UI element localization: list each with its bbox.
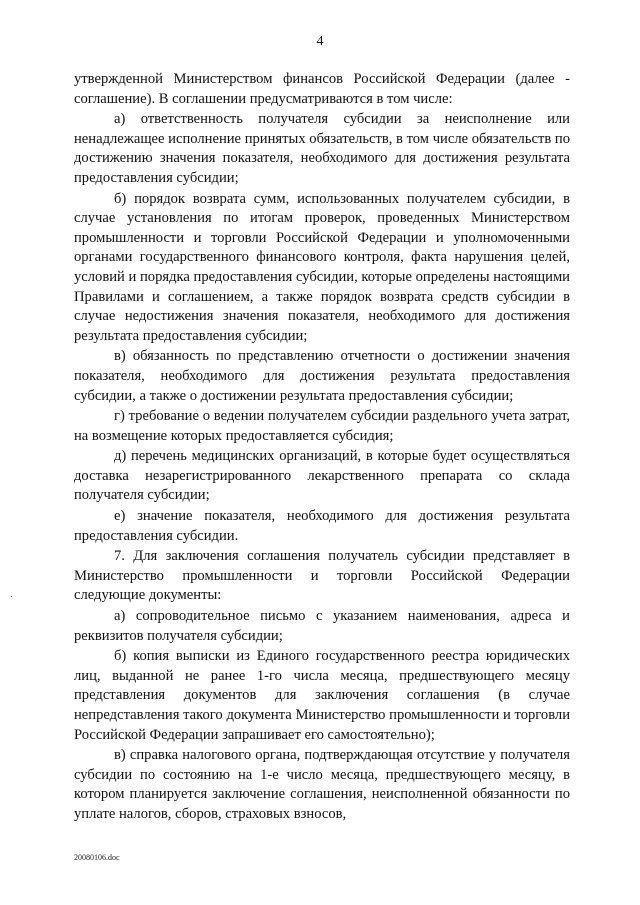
paragraph-section-7: 7. Для заключения соглашения получатель субсидии представляет в Министерство промышленности и торговли Российской Федерации следующие документы:	[74, 548, 570, 604]
margin-mark	[11, 596, 12, 597]
paragraph-doc-v-tax-certificate: в) справка налогового органа, подтверждающая отсутствие у получателя субсидии по состоянию на 1-е число месяца, предшествующего месяцу, в котором планируется заключение соглашения, неисполненной обязанности по уплате налогов, сборов, страховых взносов,	[74, 747, 570, 822]
paragraph-doc-b-registry-extract: б) копия выписки из Единого государственного реестра юридических лиц, выданной не ранее 1-го числа месяца, предшествующего месяцу представления документов для заключения соглашения (в случае непредставления такого документа Министерство промышленности и торговли Российской Федерации запрашивает его самостоятельно);	[74, 648, 570, 743]
paragraph-item-d-medical-organizations: д) перечень медицинских организаций, в которые будет осуществляться доставка незарегистрированного лекарственного препарата со склада получателя субсидии;	[74, 448, 570, 504]
paragraph-item-v-reporting: в) обязанность по представлению отчетности о достижении значения показателя, необходимого для достижения результата предоставления субсидии, а также о достижении результата предоставления субсидии;	[74, 348, 570, 404]
paragraph-agreement-intro: утвержденной Министерством финансов Российской Федерации (далее - соглашение). В соглашении предусматриваются в том числе:	[74, 71, 570, 107]
paragraph-doc-a-cover-letter: а) сопроводительное письмо с указанием наименования, адреса и реквизитов получателя субсидии;	[74, 608, 570, 644]
page-number: 4	[316, 34, 324, 49]
paragraph-item-g-separate-accounting: г) требование о ведении получателем субсидии раздельного учета затрат, на возмещение которых предоставляется субсидия;	[74, 408, 570, 444]
footer-file-code: 20080106.doc	[74, 853, 120, 862]
paragraph-item-e-indicator-value: е) значение показателя, необходимого для достижения результата предоставления субсидии.	[74, 508, 570, 544]
paragraph-item-b-refund-procedure: б) порядок возврата сумм, использованных получателем субсидии, в случае установления по итогам проверок, проведенных Министерством промышленности и торговли Российской Федерации и уполномоченными органами государственного финансового контроля, факта нарушения целей, условий и порядка предоставления субсидии, которые определены настоящими Правилами и соглашением, а также порядок возврата средств субсидии в случае недостижения значения показателя, необходимого для достижения результата предоставления субсидии;	[74, 190, 570, 344]
paragraph-item-a-responsibility: а) ответственность получателя субсидии за неисполнение или ненадлежащее исполнение принятых обязательств, в том числе обязательств по достижению значения показателя, необходимого для достижения результата предоставления субсидии;	[74, 111, 570, 186]
document-body	[74, 70, 570, 826]
